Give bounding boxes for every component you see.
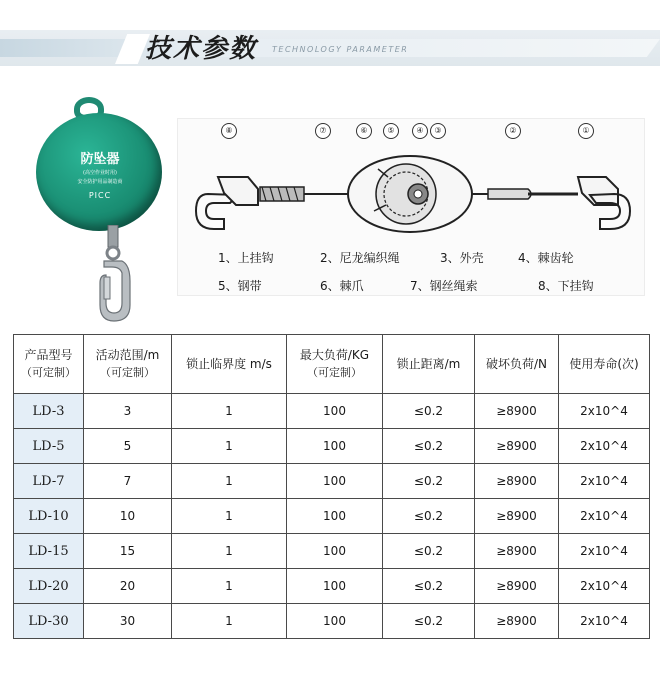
cell-model: LD-10 xyxy=(14,499,84,534)
cell-lock-speed: 1 xyxy=(172,429,287,464)
cell-lifespan: 2x10^4 xyxy=(559,534,650,569)
cell-max-load: 100 xyxy=(287,464,383,499)
table-row xyxy=(14,499,650,534)
device-brand: PICC xyxy=(88,191,112,200)
legend-item-3: 3、外壳 xyxy=(440,251,484,265)
cell-lock-distance: ≤0.2 xyxy=(383,464,475,499)
diagram-callout-1: ① xyxy=(578,123,594,139)
col-header-model: 产品型号 （可定制） xyxy=(14,335,84,394)
cell-model: LD-5 xyxy=(14,429,84,464)
device-body xyxy=(36,113,162,231)
cell-break-load: ≥8900 xyxy=(475,499,559,534)
structure-drawing xyxy=(178,119,644,239)
col-header-lifespan: 使用寿命(次) xyxy=(559,335,650,394)
cell-break-load: ≥8900 xyxy=(475,464,559,499)
cell-lock-distance: ≤0.2 xyxy=(383,534,475,569)
product-image xyxy=(34,95,164,335)
cell-lock-distance: ≤0.2 xyxy=(383,394,475,429)
device-line1: (高空作业时用) xyxy=(83,170,117,176)
col-header-break-load: 破坏负荷/N xyxy=(475,335,559,394)
cell-lock-speed: 1 xyxy=(172,604,287,639)
table-row xyxy=(14,394,650,429)
col-header-max-load: 最大负荷/KG （可定制） xyxy=(287,335,383,394)
cell-break-load: ≥8900 xyxy=(475,534,559,569)
cell-range: 10 xyxy=(84,499,172,534)
legend-item-7: 7、钢丝绳索 xyxy=(410,279,478,293)
cell-range: 3 xyxy=(84,394,172,429)
cell-lock-distance: ≤0.2 xyxy=(383,499,475,534)
page-title: 技术参数 xyxy=(145,34,258,64)
diagram-callout-3: ③ xyxy=(430,123,446,139)
cell-lock-distance: ≤0.2 xyxy=(383,429,475,464)
legend-item-2: 2、尼龙编织绳 xyxy=(320,251,400,265)
device-label xyxy=(60,148,140,200)
col-header-lock-distance: 锁止距离/m xyxy=(383,335,475,394)
page-subtitle: TECHNOLOGY PARAMETER xyxy=(272,45,409,54)
spec-table xyxy=(13,334,650,639)
diagram-callout-2: ② xyxy=(505,123,521,139)
table-row xyxy=(14,429,650,464)
cell-break-load: ≥8900 xyxy=(475,604,559,639)
table-row xyxy=(14,604,650,639)
legend-item-4: 4、棘齿轮 xyxy=(518,251,574,265)
table-row xyxy=(14,534,650,569)
diagram-callout-6: ⑥ xyxy=(356,123,372,139)
cell-break-load: ≥8900 xyxy=(475,429,559,464)
cell-lifespan: 2x10^4 xyxy=(559,394,650,429)
cell-max-load: 100 xyxy=(287,429,383,464)
cell-max-load: 100 xyxy=(287,534,383,569)
cell-model: LD-3 xyxy=(14,394,84,429)
cell-max-load: 100 xyxy=(287,569,383,604)
cell-lock-distance: ≤0.2 xyxy=(383,569,475,604)
cell-lock-speed: 1 xyxy=(172,569,287,604)
cell-range: 20 xyxy=(84,569,172,604)
col-header-range: 活动范围/m （可定制） xyxy=(84,335,172,394)
diagram-callout-4: ④ xyxy=(412,123,428,139)
cell-model: LD-15 xyxy=(14,534,84,569)
cell-lock-speed: 1 xyxy=(172,534,287,569)
cell-break-load: ≥8900 xyxy=(475,394,559,429)
device-title: 防坠器 xyxy=(80,152,120,167)
cell-lifespan: 2x10^4 xyxy=(559,604,650,639)
cell-range: 15 xyxy=(84,534,172,569)
cell-range: 7 xyxy=(84,464,172,499)
legend-item-6: 6、棘爪 xyxy=(320,279,364,293)
cell-lifespan: 2x10^4 xyxy=(559,499,650,534)
snap-hook-icon xyxy=(94,225,134,325)
diagram-callout-5: ⑤ xyxy=(383,123,399,139)
cell-range: 5 xyxy=(84,429,172,464)
cell-lifespan: 2x10^4 xyxy=(559,429,650,464)
diagram-callout-7: ⑦ xyxy=(315,123,331,139)
cell-model: LD-30 xyxy=(14,604,84,639)
legend-item-1: 1、上挂钩 xyxy=(218,251,274,265)
cell-lifespan: 2x10^4 xyxy=(559,569,650,604)
cell-range: 30 xyxy=(84,604,172,639)
structure-diagram xyxy=(177,118,645,296)
cell-break-load: ≥8900 xyxy=(475,569,559,604)
legend-item-5: 5、钢带 xyxy=(218,279,262,293)
cell-lock-distance: ≤0.2 xyxy=(383,604,475,639)
cell-model: LD-20 xyxy=(14,569,84,604)
cell-max-load: 100 xyxy=(287,394,383,429)
diagram-callout-8: ⑧ xyxy=(221,123,237,139)
table-row xyxy=(14,569,650,604)
cell-max-load: 100 xyxy=(287,604,383,639)
col-header-lock-speed: 锁止临界度 m/s xyxy=(172,335,287,394)
cell-lifespan: 2x10^4 xyxy=(559,464,650,499)
cell-lock-speed: 1 xyxy=(172,464,287,499)
device-line2: 安全防护用品制造商 xyxy=(77,179,123,185)
cell-lock-speed: 1 xyxy=(172,499,287,534)
cell-max-load: 100 xyxy=(287,499,383,534)
legend-item-8: 8、下挂钩 xyxy=(538,279,594,293)
cell-model: LD-7 xyxy=(14,464,84,499)
cell-lock-speed: 1 xyxy=(172,394,287,429)
table-header-row xyxy=(14,335,650,394)
table-row xyxy=(14,464,650,499)
